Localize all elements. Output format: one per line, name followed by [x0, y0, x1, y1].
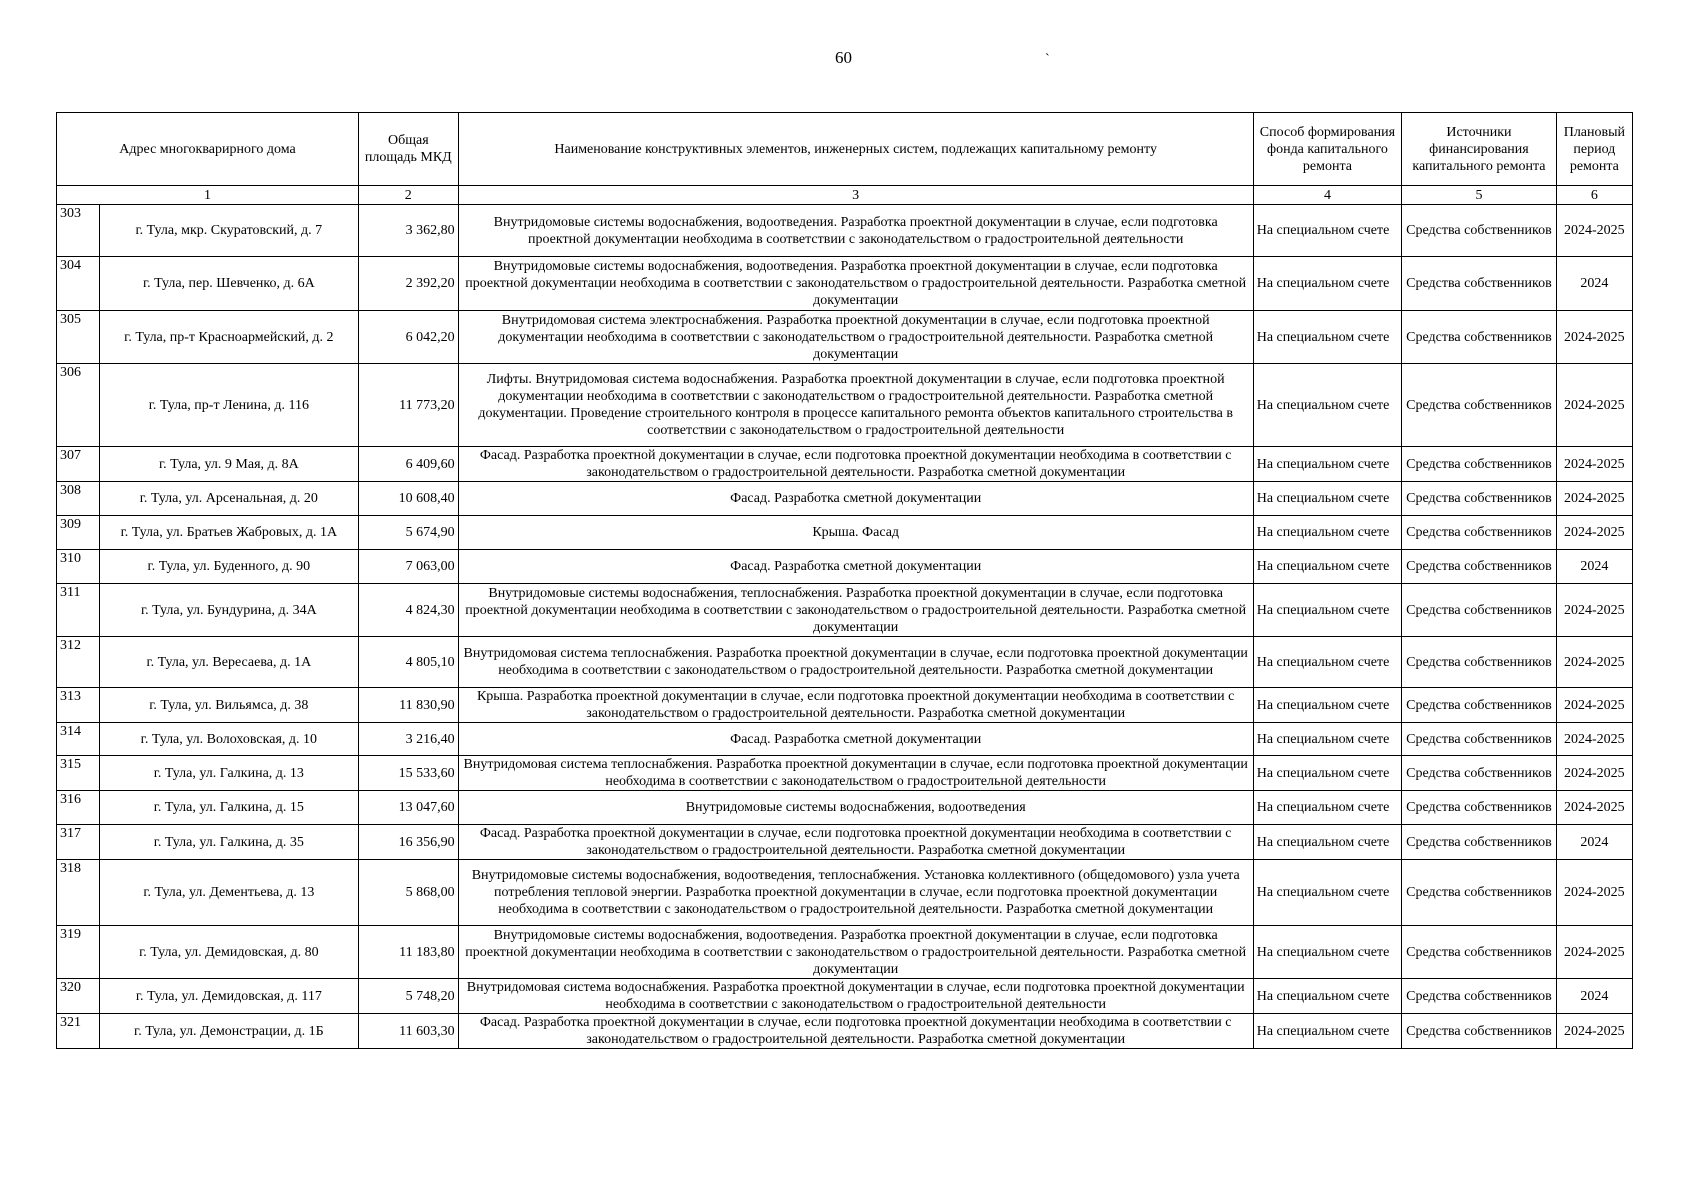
period-cell: 2024-2025 — [1556, 860, 1632, 926]
address-cell: г. Тула, пр-т Красноармейский, д. 2 — [99, 311, 358, 364]
row-number: 304 — [57, 257, 100, 311]
funding-method-cell: На специальном счете — [1253, 205, 1401, 257]
works-cell: Лифты. Внутридомовая система водоснабжения. Разработка проектной документации в случае, если подготовка проектной документации необходима в соответствии с законодательством о градостроительной деятельности. Разработка сметной документации. Проведение строительного контроля в процессе капитального ремонта объектов капитального строительства в соответствии с законодательством о градостроительной деятельности — [458, 364, 1253, 447]
address-cell: г. Тула, ул. Демидовская, д. 80 — [99, 926, 358, 979]
column-number: 6 — [1556, 186, 1632, 205]
area-cell: 3 216,40 — [358, 723, 458, 756]
funding-method-cell: На специальном счете — [1253, 723, 1401, 756]
period-cell: 2024-2025 — [1556, 311, 1632, 364]
period-cell: 2024-2025 — [1556, 791, 1632, 825]
funding-method-cell: На специальном счете — [1253, 637, 1401, 688]
address-cell: г. Тула, ул. Галкина, д. 15 — [99, 791, 358, 825]
funding-source-cell: Средства собственников — [1402, 205, 1557, 257]
row-number: 315 — [57, 756, 100, 791]
period-cell: 2024-2025 — [1556, 205, 1632, 257]
row-number: 317 — [57, 825, 100, 860]
funding-source-cell: Средства собственников — [1402, 311, 1557, 364]
address-cell: г. Тула, ул. Волоховская, д. 10 — [99, 723, 358, 756]
funding-source-cell: Средства собственников — [1402, 550, 1557, 584]
works-cell: Крыша. Разработка проектной документации в случае, если подготовка проектной документации необходима в соответствии с законодательством о градостроительной деятельности. Разработка сметной документации — [458, 688, 1253, 723]
row-number: 311 — [57, 584, 100, 637]
works-cell: Внутридомовая система водоснабжения. Разработка проектной документации в случае, если подготовка проектной документации необходима в соответствии с законодательством о градостроительной деятельности — [458, 979, 1253, 1014]
table-row — [57, 584, 1633, 637]
area-cell: 5 748,20 — [358, 979, 458, 1014]
area-cell: 2 392,20 — [358, 257, 458, 311]
area-cell: 11 183,80 — [358, 926, 458, 979]
funding-method-cell: На специальном счете — [1253, 756, 1401, 791]
works-cell: Внутридомовая система теплоснабжения. Разработка проектной документации в случае, если подготовка проектной документации необходима в соответствии с законодательством о градостроительной деятельности — [458, 756, 1253, 791]
header-address: Адрес многокварирного дома — [57, 113, 359, 186]
area-cell: 6 409,60 — [358, 447, 458, 482]
funding-method-cell: На специальном счете — [1253, 688, 1401, 723]
address-cell: г. Тула, пер. Шевченко, д. 6А — [99, 257, 358, 311]
period-cell: 2024-2025 — [1556, 688, 1632, 723]
works-cell: Фасад. Разработка сметной документации — [458, 550, 1253, 584]
period-cell: 2024-2025 — [1556, 364, 1632, 447]
works-cell: Внутридомовые системы водоснабжения, водоотведения — [458, 791, 1253, 825]
area-cell: 4 824,30 — [358, 584, 458, 637]
funding-source-cell: Средства собственников — [1402, 447, 1557, 482]
funding-method-cell: На специальном счете — [1253, 825, 1401, 860]
funding-source-cell: Средства собственников — [1402, 979, 1557, 1014]
funding-source-cell: Средства собственников — [1402, 860, 1557, 926]
area-cell: 4 805,10 — [358, 637, 458, 688]
funding-source-cell: Средства собственников — [1402, 688, 1557, 723]
area-cell: 11 603,30 — [358, 1014, 458, 1049]
funding-source-cell: Средства собственников — [1402, 637, 1557, 688]
funding-source-cell: Средства собственников — [1402, 1014, 1557, 1049]
funding-method-cell: На специальном счете — [1253, 516, 1401, 550]
table-row — [57, 257, 1633, 311]
period-cell: 2024 — [1556, 550, 1632, 584]
period-cell: 2024-2025 — [1556, 756, 1632, 791]
header-source: Источники финансирования капитального ремонта — [1402, 113, 1557, 186]
works-cell: Внутридомовые системы водоснабжения, водоотведения. Разработка проектной документации в случае, если подготовка проектной документации необходима в соответствии с законодательством о градостроительной деятельности. Разработка сметной документации — [458, 926, 1253, 979]
area-cell: 13 047,60 — [358, 791, 458, 825]
address-cell: г. Тула, ул. Вересаева, д. 1А — [99, 637, 358, 688]
header-period: Плановый период ремонта — [1556, 113, 1632, 186]
row-number: 319 — [57, 926, 100, 979]
period-cell: 2024-2025 — [1556, 926, 1632, 979]
funding-method-cell: На специальном счете — [1253, 364, 1401, 447]
address-cell: г. Тула, ул. Демидовская, д. 117 — [99, 979, 358, 1014]
address-cell: г. Тула, мкр. Скуратовский, д. 7 — [99, 205, 358, 257]
area-cell: 7 063,00 — [358, 550, 458, 584]
row-number: 307 — [57, 447, 100, 482]
row-number: 320 — [57, 979, 100, 1014]
row-number: 308 — [57, 482, 100, 516]
works-cell: Фасад. Разработка проектной документации в случае, если подготовка проектной документации необходима в соответствии с законодательством о градостроительной деятельности. Разработка сметной документации — [458, 447, 1253, 482]
table-row — [57, 482, 1633, 516]
funding-source-cell: Средства собственников — [1402, 926, 1557, 979]
works-cell: Внутридомовые системы водоснабжения, водоотведения. Разработка проектной документации в случае, если подготовка проектной документации необходима в соответствии с законодательством о градостроительной деятельности. Разработка сметной документации — [458, 257, 1253, 311]
table-row — [57, 516, 1633, 550]
period-cell: 2024-2025 — [1556, 1014, 1632, 1049]
row-number: 306 — [57, 364, 100, 447]
period-cell: 2024-2025 — [1556, 723, 1632, 756]
row-number: 309 — [57, 516, 100, 550]
works-cell: Внутридомовые системы водоснабжения, теплоснабжения. Разработка проектной документации в случае, если подготовка проектной документации необходима в соответствии с законодательством о градостроительной деятельности. Разработка сметной документации — [458, 584, 1253, 637]
page-number: 60 — [835, 48, 852, 67]
funding-method-cell: На специальном счете — [1253, 1014, 1401, 1049]
area-cell: 11 830,90 — [358, 688, 458, 723]
funding-method-cell: На специальном счете — [1253, 979, 1401, 1014]
funding-method-cell: На специальном счете — [1253, 860, 1401, 926]
funding-source-cell: Средства собственников — [1402, 723, 1557, 756]
repair-plan-table — [56, 112, 1633, 1049]
table-row — [57, 791, 1633, 825]
works-cell: Фасад. Разработка сметной документации — [458, 723, 1253, 756]
address-cell: г. Тула, ул. 9 Мая, д. 8А — [99, 447, 358, 482]
works-cell: Внутридомовые системы водоснабжения, водоотведения, теплоснабжения. Установка коллективного (общедомового) узла учета потребления тепловой энергии. Разработка проектной документации в случае, если подготовка проектной документации необходима в соответствии с законодательством о градостроительной деятельности. Разработка сметной документации — [458, 860, 1253, 926]
table-row — [57, 723, 1633, 756]
works-cell: Крыша. Фасад — [458, 516, 1253, 550]
funding-source-cell: Средства собственников — [1402, 756, 1557, 791]
header-area: Общая площадь МКД — [358, 113, 458, 186]
works-cell: Внутридомовые системы водоснабжения, водоотведения. Разработка проектной документации в случае, если подготовка проектной документации необходима в соответствии с законодательством о градостроительной деятельности — [458, 205, 1253, 257]
header-method: Способ формирования фонда капитального ремонта — [1253, 113, 1401, 186]
table-row — [57, 205, 1633, 257]
table-row — [57, 688, 1633, 723]
table-row — [57, 447, 1633, 482]
column-number-row — [57, 186, 1633, 205]
area-cell: 5 674,90 — [358, 516, 458, 550]
works-cell: Фасад. Разработка сметной документации — [458, 482, 1253, 516]
column-number: 4 — [1253, 186, 1401, 205]
funding-source-cell: Средства собственников — [1402, 791, 1557, 825]
funding-source-cell: Средства собственников — [1402, 584, 1557, 637]
table-row — [57, 825, 1633, 860]
works-cell: Фасад. Разработка проектной документации в случае, если подготовка проектной документации необходима в соответствии с законодательством о градостроительной деятельности. Разработка сметной документации — [458, 1014, 1253, 1049]
column-number: 2 — [358, 186, 458, 205]
address-cell: г. Тула, ул. Галкина, д. 13 — [99, 756, 358, 791]
address-cell: г. Тула, пр-т Ленина, д. 116 — [99, 364, 358, 447]
table-row — [57, 979, 1633, 1014]
period-cell: 2024-2025 — [1556, 637, 1632, 688]
address-cell: г. Тула, ул. Галкина, д. 35 — [99, 825, 358, 860]
funding-method-cell: На специальном счете — [1253, 550, 1401, 584]
period-cell: 2024-2025 — [1556, 482, 1632, 516]
funding-source-cell: Средства собственников — [1402, 257, 1557, 311]
period-cell: 2024-2025 — [1556, 516, 1632, 550]
row-number: 318 — [57, 860, 100, 926]
row-number: 316 — [57, 791, 100, 825]
funding-source-cell: Средства собственников — [1402, 364, 1557, 447]
funding-method-cell: На специальном счете — [1253, 584, 1401, 637]
period-cell: 2024 — [1556, 979, 1632, 1014]
page-mark: ` — [1045, 52, 1050, 67]
row-number: 310 — [57, 550, 100, 584]
works-cell: Фасад. Разработка проектной документации в случае, если подготовка проектной документации необходима в соответствии с законодательством о градостроительной деятельности. Разработка сметной документации — [458, 825, 1253, 860]
area-cell: 3 362,80 — [358, 205, 458, 257]
period-cell: 2024-2025 — [1556, 447, 1632, 482]
funding-source-cell: Средства собственников — [1402, 825, 1557, 860]
table-row — [57, 311, 1633, 364]
funding-method-cell: На специальном счете — [1253, 447, 1401, 482]
header-row — [57, 113, 1633, 186]
column-number: 3 — [458, 186, 1253, 205]
row-number: 321 — [57, 1014, 100, 1049]
address-cell: г. Тула, ул. Дементьева, д. 13 — [99, 860, 358, 926]
table-row — [57, 364, 1633, 447]
address-cell: г. Тула, ул. Буденного, д. 90 — [99, 550, 358, 584]
address-cell: г. Тула, ул. Бундурина, д. 34А — [99, 584, 358, 637]
funding-method-cell: На специальном счете — [1253, 257, 1401, 311]
address-cell: г. Тула, ул. Арсенальная, д. 20 — [99, 482, 358, 516]
funding-method-cell: На специальном счете — [1253, 311, 1401, 364]
row-number: 305 — [57, 311, 100, 364]
address-cell: г. Тула, ул. Братьев Жабровых, д. 1А — [99, 516, 358, 550]
row-number: 314 — [57, 723, 100, 756]
table-row — [57, 1014, 1633, 1049]
works-cell: Внутридомовая система электроснабжения. Разработка проектной документации в случае, если подготовка проектной документации необходима в соответствии с законодательством о градостроительной деятельности. Разработка сметной документации — [458, 311, 1253, 364]
address-cell: г. Тула, ул. Демонстрации, д. 1Б — [99, 1014, 358, 1049]
header-works: Наименование конструктивных элементов, инженерных систем, подлежащих капитальному ремонту — [458, 113, 1253, 186]
funding-method-cell: На специальном счете — [1253, 482, 1401, 516]
area-cell: 16 356,90 — [358, 825, 458, 860]
row-number: 303 — [57, 205, 100, 257]
table-row — [57, 926, 1633, 979]
column-number: 5 — [1402, 186, 1557, 205]
area-cell: 5 868,00 — [358, 860, 458, 926]
table-row — [57, 756, 1633, 791]
table-row — [57, 550, 1633, 584]
area-cell: 6 042,20 — [358, 311, 458, 364]
table-row — [57, 860, 1633, 926]
works-cell: Внутридомовая система теплоснабжения. Разработка проектной документации в случае, если подготовка проектной документации необходима в соответствии с законодательством о градостроительной деятельности. Разработка сметной документации — [458, 637, 1253, 688]
area-cell: 11 773,20 — [358, 364, 458, 447]
address-cell: г. Тула, ул. Вильямса, д. 38 — [99, 688, 358, 723]
row-number: 312 — [57, 637, 100, 688]
period-cell: 2024 — [1556, 825, 1632, 860]
funding-source-cell: Средства собственников — [1402, 516, 1557, 550]
table-row — [57, 637, 1633, 688]
row-number: 313 — [57, 688, 100, 723]
funding-method-cell: На специальном счете — [1253, 791, 1401, 825]
period-cell: 2024-2025 — [1556, 584, 1632, 637]
funding-source-cell: Средства собственников — [1402, 482, 1557, 516]
area-cell: 10 608,40 — [358, 482, 458, 516]
column-number: 1 — [57, 186, 359, 205]
period-cell: 2024 — [1556, 257, 1632, 311]
funding-method-cell: На специальном счете — [1253, 926, 1401, 979]
area-cell: 15 533,60 — [358, 756, 458, 791]
